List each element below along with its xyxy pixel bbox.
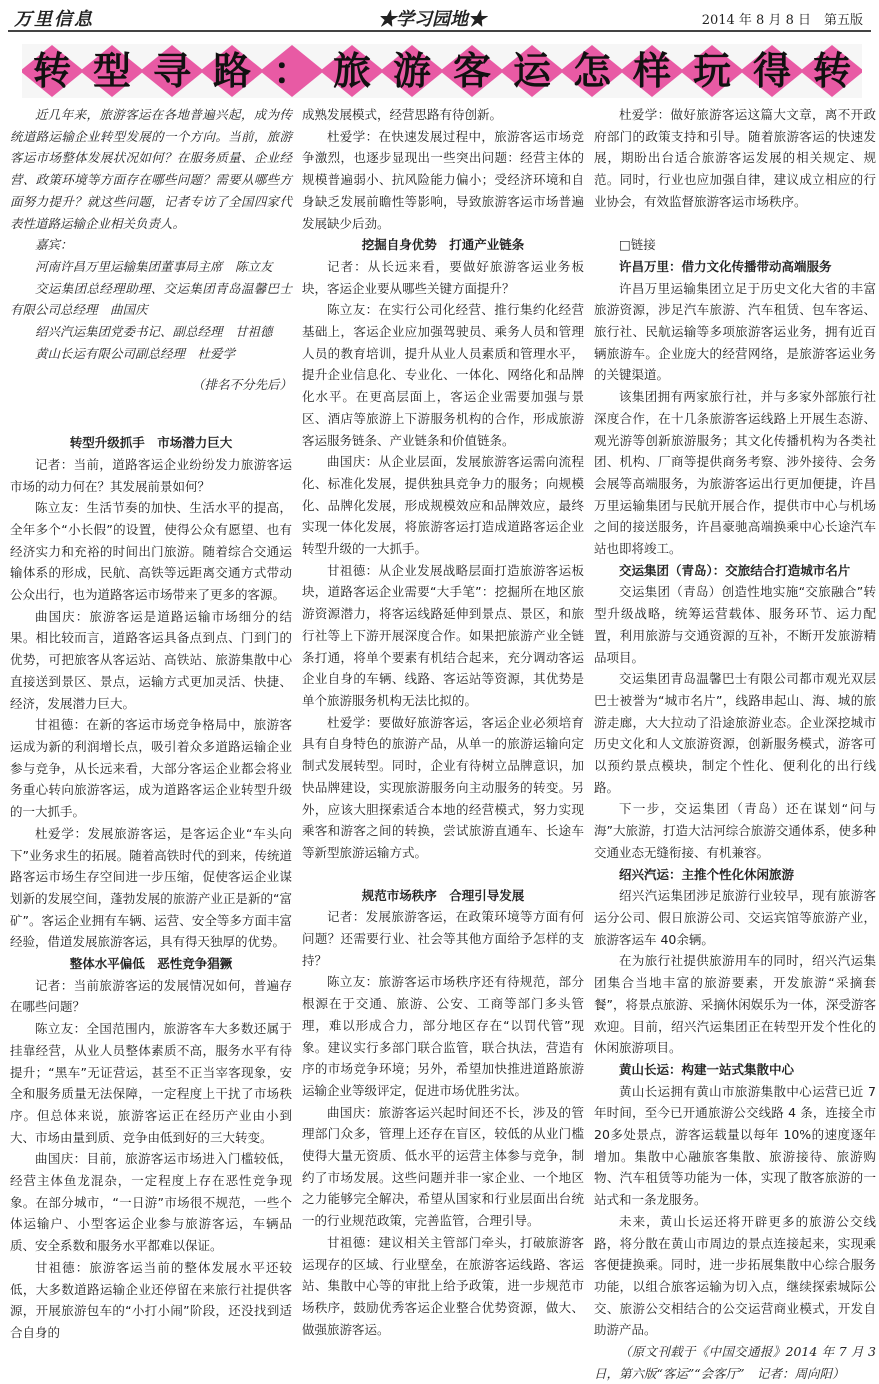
paragraph: 杜爱学：发展旅游客运，是客运企业“车头向下”业务求生的拓展。随着高铁时代的到来，传统道路客运市场生存空间进一步压缩，促使客运企业谋划新的发展空间，蓬勃发展的旅游产业正是新的“富矿”。客运企业拥有车辆、运营、安全等多方面丰富经验，借道发展旅游客运，具有得天独厚的优势。 xyxy=(10,825,292,950)
section-title: ★学习园地★ xyxy=(378,9,486,30)
subheading: 转型升级抓手 市场潜力巨大 xyxy=(69,435,233,451)
paragraph: 交运集团青岛温馨巴士有限公司都市观光双层巴士被誉为“城市名片”，线路串起山、海、城的旅游走廊，大大拉动了沿途旅游业态。企业深挖城市历史文化和人文旅游资源，创新服务模式，游客可以预约景点模块，制定个性化、便利化的出行线路。 xyxy=(594,671,876,795)
paragraph: 杜爱学：在快速发展过程中，旅游客运市场竞争激烈，也逐步显现出一些突出问题：经营主体的规模普遍弱小、抗风险能力偏小；受经济环境和自身缺乏发展前瞻性等影响，导致旅游客运市场普遍发展缺少后劲。 xyxy=(302,128,584,231)
guests-label: 嘉宾： xyxy=(35,237,73,253)
headline-char: 型 xyxy=(92,49,132,93)
subheading: 规范市场秩序 合理引导发展 xyxy=(361,887,525,903)
paragraph: 陈立友：在实行公司化经营、推行集约化经营基础上，客运企业应加强驾驶员、乘务人员和管理人员的教育培训，提升从业人员素质和管理水平，提升企业信息化、专业化、一体化、网络化和品牌化水平。在更高层面上，客运企业需要加强与景区、酒店等旅游上下游服务机构的合作，形成旅游客运服务链条、产业链条和价值链条。 xyxy=(302,302,584,448)
subheading: 挖掘自身优势 打通产业链条 xyxy=(361,237,525,253)
headline-char: 游 xyxy=(392,49,432,93)
subheading: 黄山长运：构建一站式集散中心 xyxy=(619,1061,795,1077)
paragraph: 杜爱学：做好旅游客运这篇大文章，离不开政府部门的政策支持和引导。随着旅游客运的快速发展，期盼出台适合旅游客运发展的相关规定、规范。同时，行业也应加强自律，建议成立相应的行业协会，有效监督旅游客运市场秩序。 xyxy=(594,107,876,209)
headline-char: 转 xyxy=(32,49,72,93)
headline-char: 客 xyxy=(452,49,492,93)
headline-char: 得 xyxy=(752,49,792,93)
column-2 xyxy=(302,104,584,1340)
headline-banner xyxy=(22,44,862,98)
paragraph: 曲国庆：从企业层面，发展旅游客运需向流程化、标准化发展，提供独具竞争力的服务；向规模化、品牌化发展，形成规模效应和品牌效应，最终实现一体化发展，将旅游客运打造成道路客运企业转型升级的一大抓手。 xyxy=(302,454,584,557)
headline-char: 路 xyxy=(212,49,252,93)
headline-char: 寻 xyxy=(152,49,192,93)
headline-char: 运 xyxy=(512,49,552,93)
column-1 xyxy=(10,104,292,1344)
paragraph: 许昌万里运输集团立足于历史文化大省的丰富旅游资源，涉足汽车旅游、汽车租赁、包车客运、旅行社、民航运输等多项旅游客运业务，拥有近百辆旅游车。企业庞大的经营网络，是旅游客运业务的关键渠道。 xyxy=(594,280,876,383)
guests-note: （排名不分先后） xyxy=(191,377,292,393)
paragraph: 未来，黄山长运还将开辟更多的旅游公交线路，将分散在黄山市周边的景点连接起来，实现乘客便捷换乘。同时，进一步拓展集散中心综合服务功能，以组合旅客运输为切入点，继续探索城际公交、旅游公交相结合的公交运营商业模式，开发自助游产品。 xyxy=(594,1213,876,1338)
paragraph: 记者：发展旅游客运，在政策环境等方面有何问题？还需要行业、社会等其他方面给予怎样的支持？ xyxy=(302,909,584,968)
subheading: 整体水平偏低 恶性竞争猖獗 xyxy=(69,956,233,972)
headline-char: 转 xyxy=(812,49,852,93)
paragraph: 下一步，交运集团（青岛）还在谋划“问与海”大旅游，打造大沽河综合旅游交通体系，使多种交通业态无缝衔接、有机兼容。 xyxy=(594,801,876,860)
paragraph: 杜爱学：要做好旅游客运，客运企业必须培育具有自身特色的旅游产品，从单一的旅游运输向定制式发展转型。同时，企业有待树立品牌意识，加快品牌建设，实现旅游服务向主动服务的转变。另外，应该大胆探索适合本地的经营模式，努力实现乘客和游客之间的转换，尝试旅游直通车、长途车等新型旅游运输方式。 xyxy=(302,714,584,860)
paragraph: 该集团拥有两家旅行社，并与多家外部旅行社深度合作，在十几条旅游客运线路上开展生态游、观光游等创新旅游服务；其文化传播机构为各类社团、机构、厂商等提供商务考察、涉外接待、会务会展等高端服务，为旅游客运出行更加便捷，许昌万里运输集团与民航开展合作，提供市中心与机场之间的接送服务，许昌豪驰高端换乘中心长途汽车站也即将竣工。 xyxy=(594,389,876,557)
guest-item: 河南许昌万里运输集团董事局主席 陈立友 xyxy=(35,258,273,274)
subheading: 交运集团（青岛）：交旅结合打造城市名片 xyxy=(619,562,851,578)
paragraph: 黄山长运拥有黄山市旅游集散中心运营已近 7 年时间，至今已开通旅游公交线路 4 条，连接全市 20多处景点，游客运载量以每年 10%的速度逐年增加。集散中心融旅客集散、旅游接待、旅游购物、汽车租赁等功能为一体，实现了散客旅游的一站式和一条龙服务。 xyxy=(594,1083,876,1208)
paragraph: 甘祖德：在新的客运市场竞争格局中，旅游客运成为新的利润增长点，吸引着众多道路运输企业参与竞争，从长远来看，大部分客运企业都会将业务重心转向旅游客运，成为道路客运企业转型升级的一大抓手。 xyxy=(10,717,292,820)
paragraph: 绍兴汽运集团涉足旅游行业较早，现有旅游客运分公司、假日旅游公司、交运宾馆等旅游产业，旅游客运车 40余辆。 xyxy=(594,888,876,947)
headline-char: 旅 xyxy=(332,49,372,93)
guest-item: 绍兴汽运集团党委书记、副总经理 甘祖德 xyxy=(35,324,273,340)
headline-char: ： xyxy=(272,49,312,93)
paragraph: 甘祖德：旅游客运当前的整体发展水平还较低，大多数道路运输企业还停留在来旅行社提供客源，开展旅游包车的“小打小闹”阶段，还没找到适合自身的 xyxy=(10,1259,292,1340)
column-3 xyxy=(594,104,876,1384)
headline-char: 怎 xyxy=(572,49,612,93)
source-note: （原文刊载于《中国交通报》2014 年 7 月 3 日，第六版“客运”“会客厅” 记者：周向阳） xyxy=(594,1344,876,1381)
paragraph: 曲国庆：旅游客运兴起时间还不长，涉及的管理部门众多，管理上还存在盲区，较低的从业门槛使得大量无资质、低水平的运营主体参与竞争，制约了市场发展。这些问题并非一家企业、一个地区之力能够完全解决，希望从国家和行业层面出台统一的行业规范政策，完善监管，合理引导。 xyxy=(302,1104,584,1229)
headline-char: 样 xyxy=(632,49,672,93)
paragraph: 记者：当前旅游客运的发展情况如何，普遍存在哪些问题？ xyxy=(10,977,292,1015)
guest-item: 交运集团总经理助理、交运集团青岛温馨巴士有限公司总经理 曲国庆 xyxy=(10,280,292,318)
paragraph: 成熟发展模式，经营思路有待创新。 xyxy=(302,107,503,122)
paragraph: 交运集团（青岛）创造性地实施“交旅融合”转型升级战略，统筹运营载体、服务环节、运力配置，利用旅游与交通资源的互补，不断开发旅游精品项目。 xyxy=(594,584,876,665)
subheading: 许昌万里：借力文化传播带动高端服务 xyxy=(619,258,832,274)
link-label: □链接 xyxy=(619,237,656,253)
paragraph: 甘祖德：建议相关主管部门牵头，打破旅游客运现存的区域、行业壁垒，在旅游客运线路、客运站、集散中心等的审批上给予政策，进一步规范市场秩序，鼓励优秀客运企业整合优势资源，做大、做强旅游客运。 xyxy=(302,1234,584,1337)
newspaper-brand: 万里信息 xyxy=(14,9,94,30)
headline-art xyxy=(22,44,862,98)
subheading: 绍兴汽运：主推个性化休闲旅游 xyxy=(619,866,795,882)
intro-paragraph: 近几年来，旅游客运在各地普遍兴起，成为传统道路运输企业转型发展的一个方向。当前，旅游客运市场整体发展状况如何？在服务质量、企业经营、政策环境等方面存在哪些问题？需要从哪些方面努力提升？就这些问题，记者专访了全国四家代表性道路运输企业相关负责人。 xyxy=(10,107,292,231)
paragraph: 陈立友：全国范围内，旅游客车大多数还属于挂靠经营，从业人员整体素质不高，服务水平有待提升；“黑车”无证营运，甚至不正当宰客现象，安全和服务质量无法保障，一定程度上干扰了市场秩序。但总体来说，旅游客运正在经历产业由小到大、市场由量到质、竞争由低到好的三大转变。 xyxy=(10,1021,292,1145)
page-header xyxy=(8,4,871,32)
guest-item: 黄山长运有限公司副总经理 杜爱学 xyxy=(35,345,236,361)
paragraph: 陈立友：生活节奏的加快、生活水平的提高，全年多个“小长假”的设置，使得公众有愿望、也有经济实力和充裕的时间出门旅游。随着综合交通运输体系的形成，民航、高铁等远距离交通方式带动公众出行，也为道路客运市场带来了更多的客源。 xyxy=(10,500,292,603)
paragraph: 记者：从长远来看，要做好旅游客运业务板块，客运企业要从哪些关键方面提升？ xyxy=(302,258,584,296)
paragraph: 曲国庆：目前，旅游客运市场进入门槛较低，经营主体鱼龙混杂，一定程度上存在恶性竞争现象。在部分城市，“一日游”市场很不规范，一些个体运输户、小型客运企业参与旅游客运，车辆品质、安全系数和服务水平都难以保证。 xyxy=(10,1151,292,1254)
headline-char: 玩 xyxy=(692,49,732,93)
paragraph: 记者：当前，道路客运企业纷纷发力旅游客运市场的动力何在？其发展前景如何？ xyxy=(10,456,292,494)
paragraph: 甘祖德：从企业发展战略层面打造旅游客运板块，道路客运企业需要“大手笔”：挖掘所在地区旅游资源潜力，将客运线路延伸到景点、景区，和旅行社等上下游开展深度合作。如果把旅游产业全链条打通，将单个要素有机结合起来，充分调动客运企业自身的车辆、线路、客运站等资源，其优势是单个旅游服务机构无法比拟的。 xyxy=(302,562,584,708)
issue-date: 2014 年 8 月 8 日 第五版 xyxy=(701,13,863,28)
paragraph: 在为旅行社提供旅游用车的同时，绍兴汽运集团集合当地丰富的旅游要素，开发旅游“采摘套餐”，将景点旅游、采摘休闲娱乐为一体，深受游客欢迎。目前，绍兴汽运集团正在转型开发个性化的休闲旅游项目。 xyxy=(594,953,876,1056)
paragraph: 陈立友：旅游客运市场秩序还有待规范，部分根源在于交通、旅游、公安、工商等部门多头管理，难以形成合力，部分地区存在“以罚代管”现象。建议实行多部门联合监管，联合执法，营造有序的市场竞争环境；另外，希望加快推进道路旅游运输企业等级评定，促进市场优胜劣汰。 xyxy=(302,974,584,1098)
paragraph: 曲国庆：旅游客运是道路运输市场细分的结果。相比较而言，道路客运具备点到点、门到门的优势，可把旅客从客运站、高铁站、旅游集散中心直接送到景区、景点，运输方式更加灵活、快捷、经济，发展潜力巨大。 xyxy=(10,608,292,711)
